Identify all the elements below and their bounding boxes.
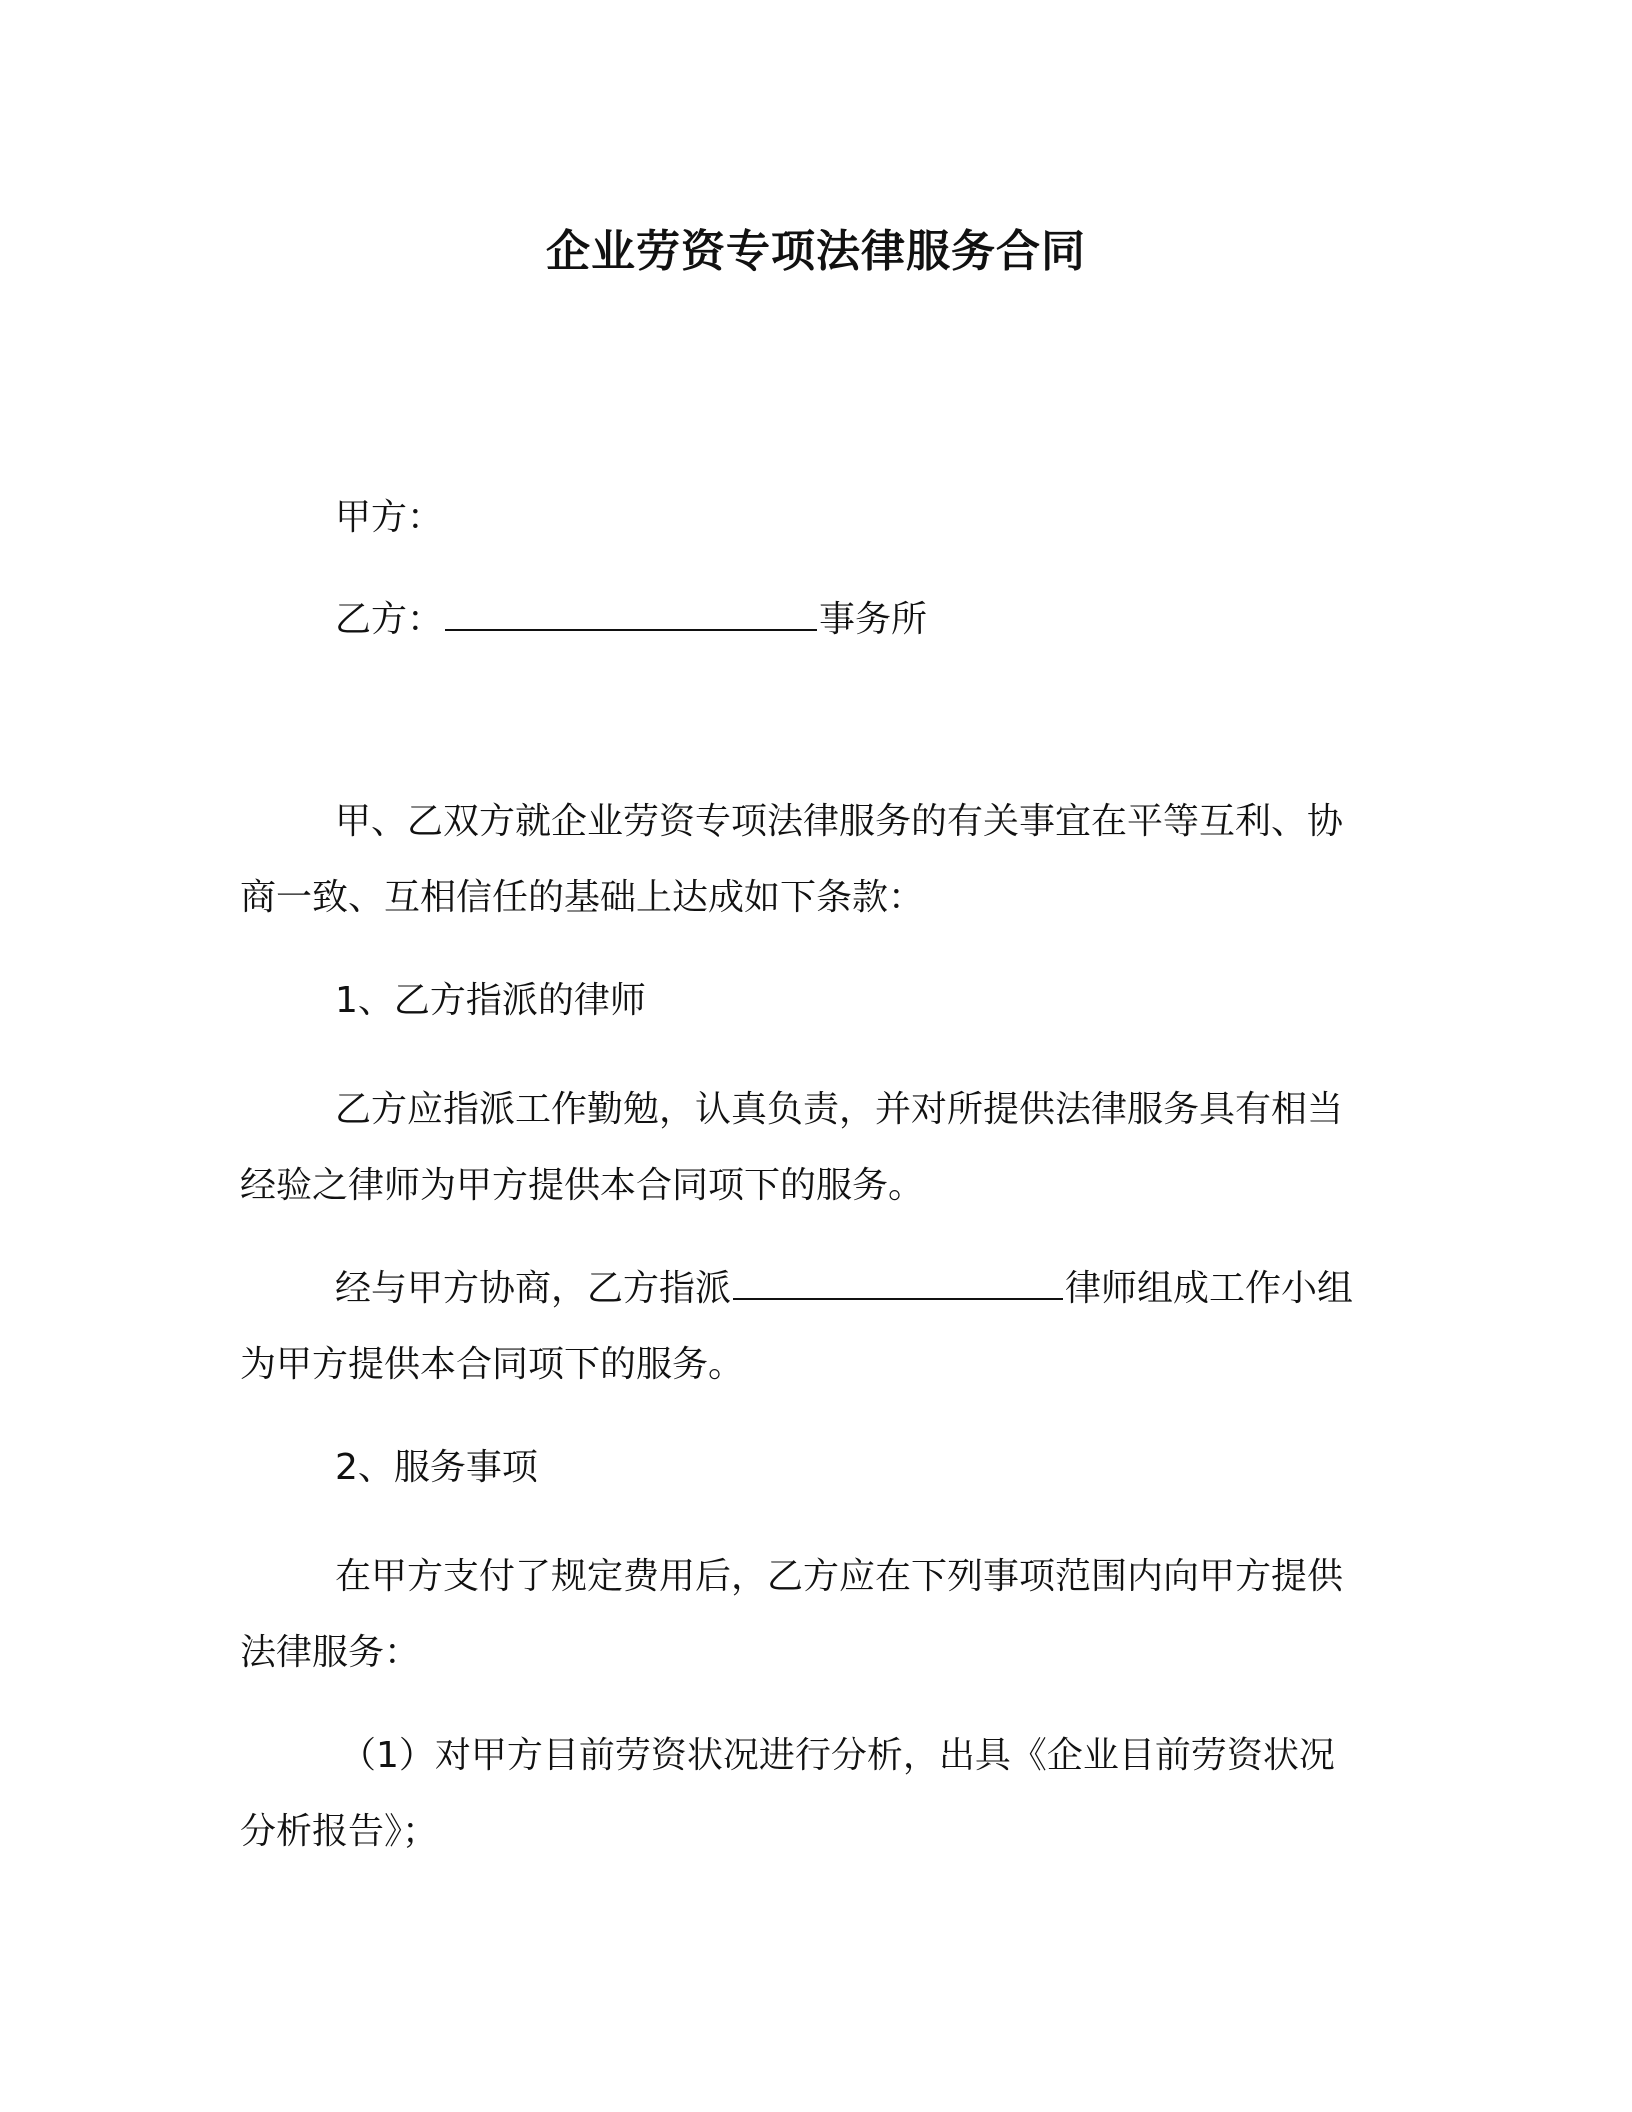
section-2-item-1-line-2: 分析报告》； [240, 1811, 439, 1852]
section-1-para-1-line-2: 经验之律师为甲方提供本合同项下的服务。 [240, 1165, 925, 1206]
section-1-para-2-suffix: 律师组成工作小组 [1065, 1268, 1354, 1309]
preamble-line-2: 商一致、互相信任的基础上达成如下条款： [240, 877, 925, 918]
section-2-para-1-line-2: 法律服务： [240, 1632, 421, 1673]
party-a-label: 甲方： [335, 497, 444, 538]
party-b-line [335, 595, 927, 645]
document-title: 企业劳资专项法律服务合同 [546, 226, 1086, 277]
section-1-para-2-line-2: 为甲方提供本合同项下的服务。 [240, 1344, 745, 1385]
section-2-item-1-line-1: （1）对甲方目前劳资状况进行分析，出具《企业目前劳资状况 [340, 1735, 1335, 1776]
party-a-line [335, 493, 443, 543]
section-1-para-2-line-1 [335, 1264, 1353, 1314]
section-1-para-1-line-1: 乙方应指派工作勤勉，认真负责，并对所提供法律服务具有相当 [335, 1089, 1344, 1130]
section-1-para-2-prefix: 经与甲方协商，乙方指派 [335, 1268, 732, 1309]
section-2-heading: 2、服务事项 [335, 1447, 538, 1488]
party-b-suffix: 事务所 [819, 599, 928, 640]
section-1-heading: 1、乙方指派的律师 [335, 980, 646, 1021]
lawyer-names-blank [733, 1264, 1063, 1300]
party-b-label: 乙方： [335, 599, 444, 640]
preamble-line-1: 甲、乙双方就企业劳资专项法律服务的有关事宜在平等互利、协 [335, 801, 1344, 842]
party-b-name-blank [445, 595, 817, 631]
section-2-para-1-line-1: 在甲方支付了规定费用后，乙方应在下列事项范围内向甲方提供 [335, 1556, 1344, 1597]
